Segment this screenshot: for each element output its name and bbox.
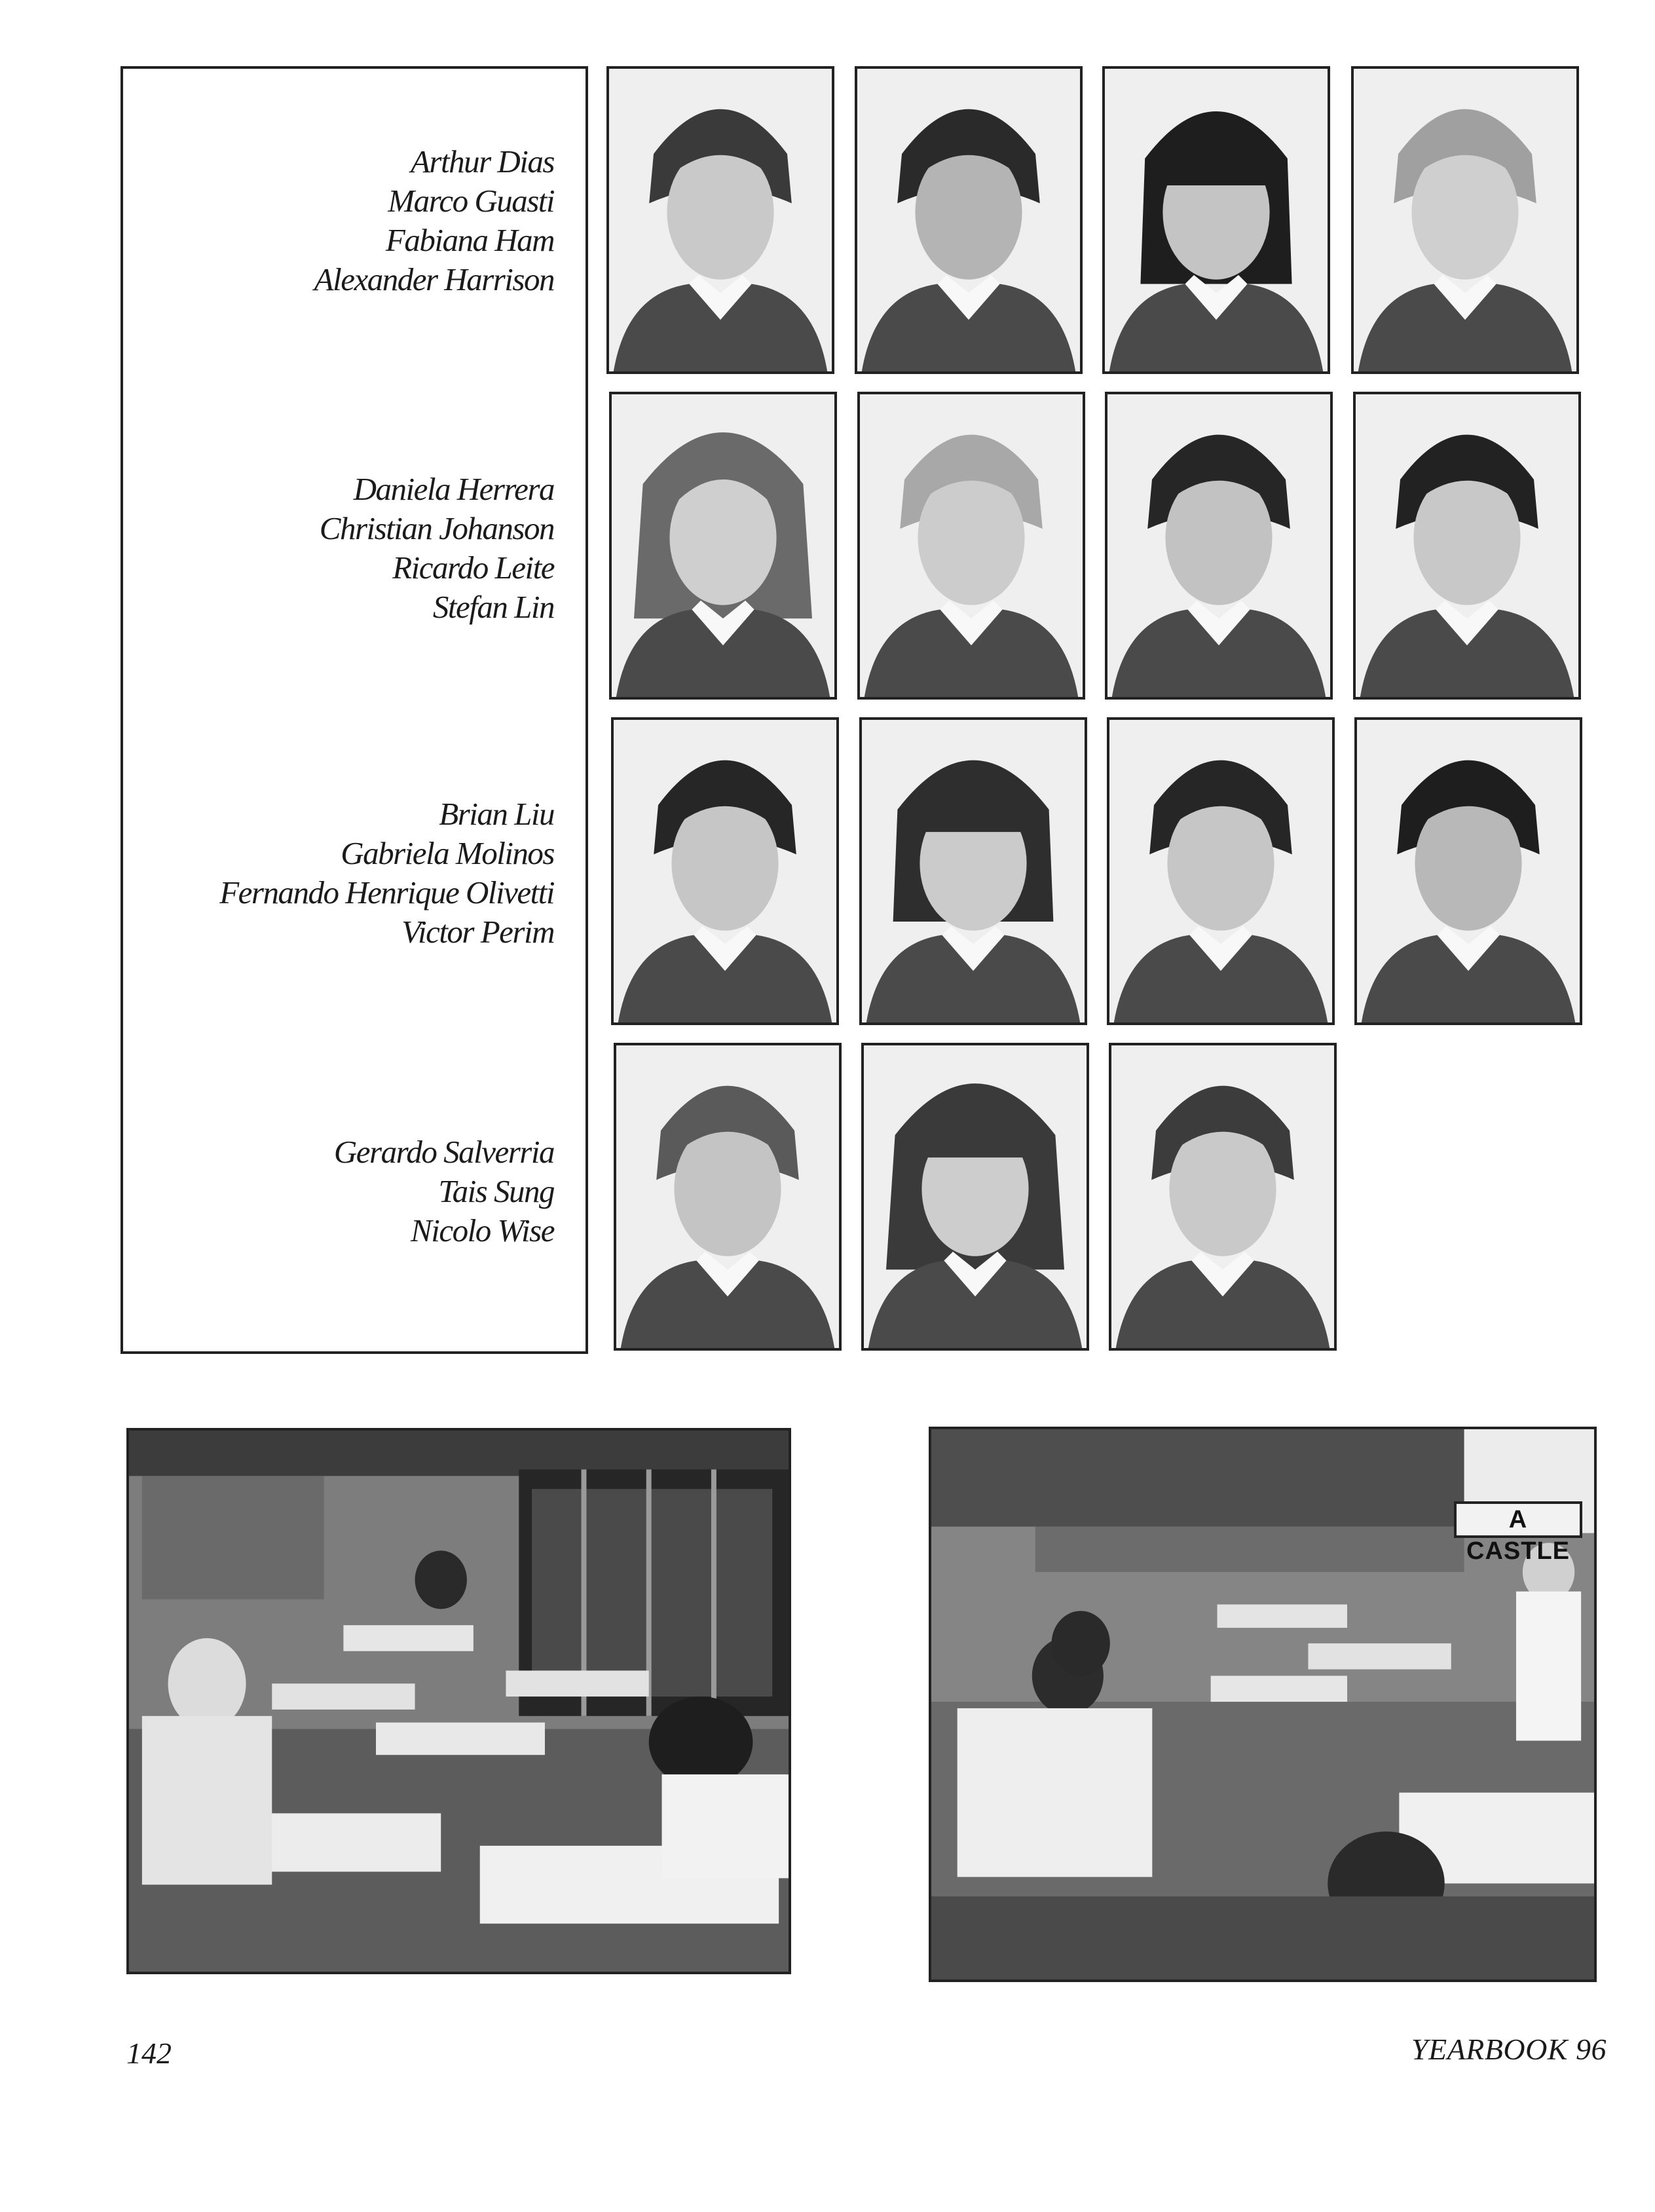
student-name: Christian Johanson (319, 510, 554, 546)
student-portrait (611, 717, 839, 1025)
student-name: Daniela Herrera (353, 471, 554, 507)
student-name: Tais Sung (438, 1173, 554, 1209)
student-name: Alexander Harrison (314, 261, 554, 297)
student-portrait (1105, 392, 1333, 700)
student-portrait (606, 66, 834, 374)
student-names-panel (121, 66, 588, 1354)
classroom-photo-right (929, 1427, 1597, 1982)
student-portrait (1102, 66, 1330, 374)
student-name: Arthur Dias (410, 143, 554, 179)
student-name: Stefan Lin (432, 589, 554, 625)
page-number: 142 (126, 2036, 172, 2070)
student-name: Fabiana Ham (385, 222, 554, 258)
student-name: Gerardo Salverria (333, 1134, 554, 1170)
student-portrait (859, 717, 1087, 1025)
classroom-sign: A CASTLE (1454, 1501, 1582, 1538)
student-name: Victor Perim (401, 914, 554, 950)
student-portrait (1353, 392, 1581, 700)
student-name: Brian Liu (439, 796, 554, 832)
student-portrait (855, 66, 1083, 374)
classroom-photo-left (126, 1428, 791, 1974)
name-group-row-1 (135, 142, 554, 299)
student-portrait (609, 392, 837, 700)
name-group-row-4 (135, 1133, 554, 1250)
student-name: Marco Guasti (388, 183, 554, 219)
student-portrait (1109, 1043, 1337, 1351)
student-name: Gabriela Molinos (341, 835, 554, 871)
name-group-row-2 (135, 470, 554, 627)
student-portrait (857, 392, 1085, 700)
student-portrait (614, 1043, 842, 1351)
name-group-row-3 (135, 795, 554, 952)
student-portrait (1107, 717, 1335, 1025)
student-portrait (1351, 66, 1579, 374)
student-name: Nicolo Wise (411, 1212, 554, 1248)
student-portrait (861, 1043, 1089, 1351)
student-name: Fernando Henrique Olivetti (219, 874, 554, 910)
student-name: Ricardo Leite (392, 550, 554, 586)
yearbook-title: YEARBOOK 96 (1411, 2033, 1607, 2066)
student-portrait (1354, 717, 1582, 1025)
